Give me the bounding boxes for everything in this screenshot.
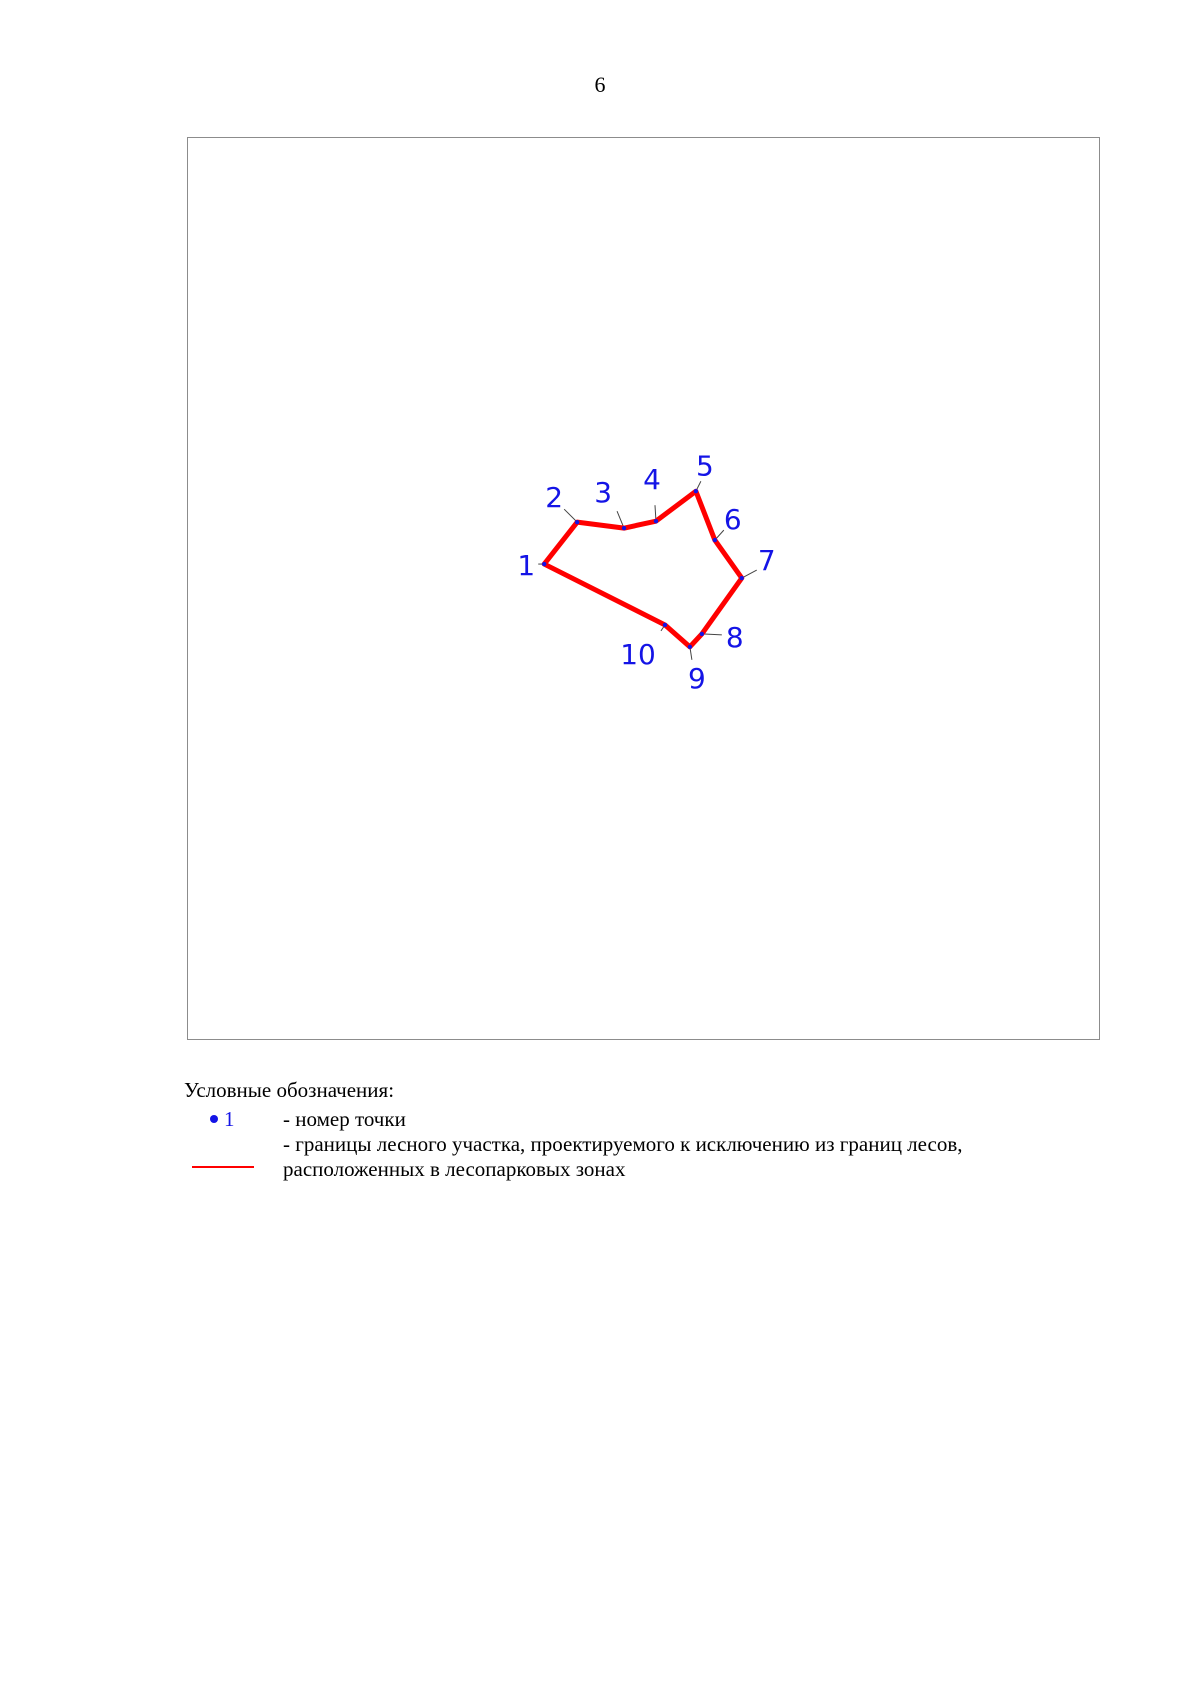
vertex-point-6 — [713, 538, 717, 542]
point-label-4: 4 — [643, 463, 661, 497]
boundary-map — [188, 138, 1099, 1039]
legend — [184, 1078, 1104, 1182]
leader-line-2 — [564, 509, 577, 522]
point-label-9: 9 — [687, 661, 706, 695]
vertex-point-2 — [575, 520, 579, 524]
vertex-point-7 — [740, 576, 744, 580]
leader-line-8 — [702, 634, 722, 635]
vertex-point-9 — [688, 645, 692, 649]
point-label-2: 2 — [545, 481, 564, 515]
point-number-description: - номер точки — [283, 1107, 406, 1131]
point-number-symbol — [184, 1107, 300, 1132]
point-label-3: 3 — [594, 476, 612, 510]
point-dot-icon — [210, 1115, 218, 1123]
legend-title: Условные обозначения: — [184, 1078, 395, 1102]
point-label-1: 1 — [517, 549, 536, 583]
point-label-10: 10 — [620, 637, 656, 671]
forest-plot-boundary — [544, 491, 742, 647]
legend-row-point-number — [184, 1107, 1104, 1132]
map-frame — [187, 137, 1100, 1040]
point-label-5: 5 — [695, 449, 714, 483]
vertex-point-5 — [694, 489, 698, 493]
vertex-point-8 — [700, 632, 704, 636]
vertex-point-1 — [542, 562, 546, 566]
vertex-point-3 — [622, 526, 626, 530]
point-symbol-label: 1 — [224, 1107, 235, 1131]
boundary-line-symbol — [192, 1166, 254, 1168]
boundary-description: - границы лесного участка, проектируемого к исключению из границ лесов, расположенных в лесопарковых зонах — [283, 1132, 963, 1181]
leader-line-7 — [742, 570, 757, 578]
point-label-8: 8 — [725, 620, 744, 654]
legend-row-boundary — [184, 1132, 1104, 1182]
page-number: 6 — [594, 72, 606, 97]
vertex-point-4 — [654, 519, 658, 523]
point-label-7: 7 — [757, 544, 776, 578]
vertex-point-10 — [663, 623, 667, 627]
point-label-6: 6 — [723, 503, 742, 537]
